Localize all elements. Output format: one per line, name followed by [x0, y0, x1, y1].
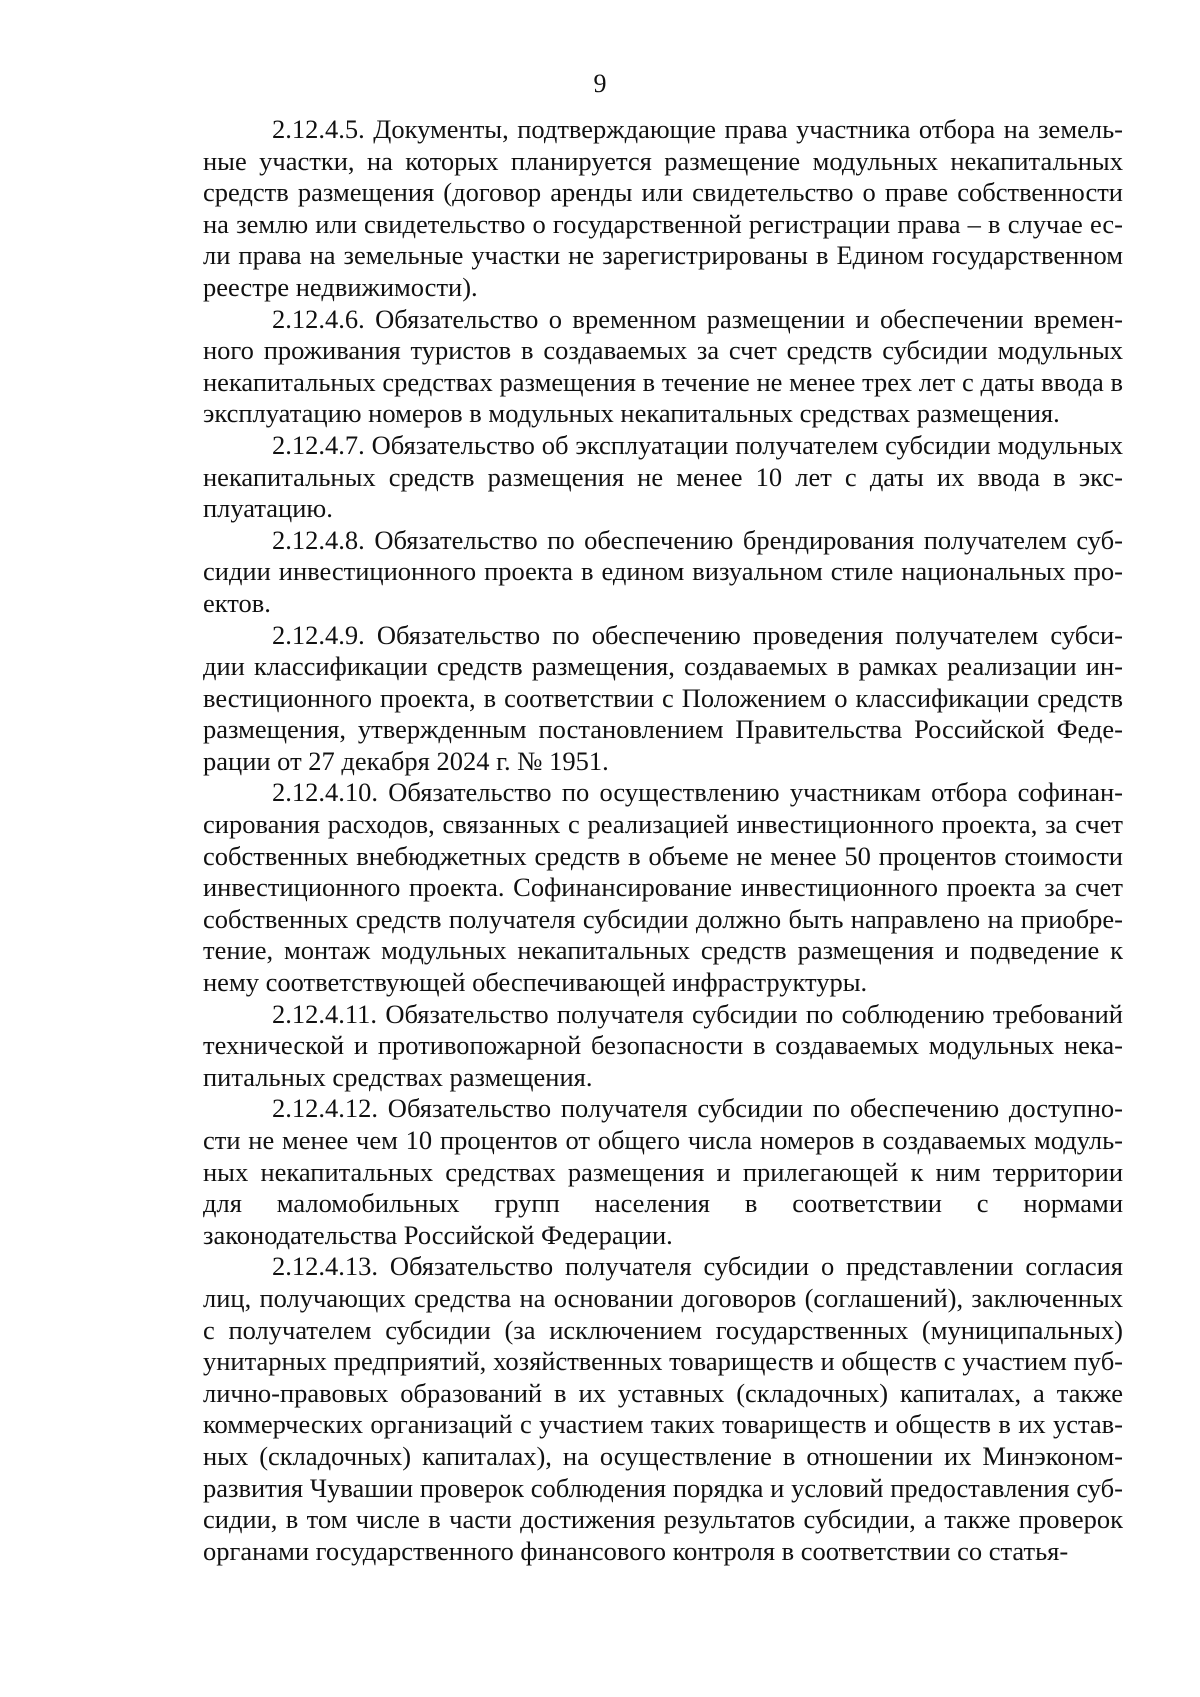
- page-number: 9: [593, 69, 607, 98]
- paragraph-2-12-4-6: 2.12.4.6. Обязательство о временном размещении и обеспечении временного проживания туристов в создаваемых за счет средств субсидии модульных некапитальных средствах размещения в течение не менее трех лет с даты ввода в эксплуатацию номеров в модульных некапитальных средствах размещения.: [203, 303, 1123, 429]
- paragraph-2-12-4-9: 2.12.4.9. Обязательство по обеспечению проведения получателем субсидии классификации средств размещения, создаваемых в рамках реализации инвестиционного проекта, в соответствии с Положением о классификации средств размещения, утвержденным постановлением Правительства Российской Федерации от 27 декабря 2024 г. № 1951.: [203, 619, 1123, 776]
- paragraph-2-12-4-13: 2.12.4.13. Обязательство получателя субсидии о представлении согласия лиц, получающих средства на основании договоров (соглашений), заключенных с получателем субсидии (за исключением государственных (муниципальных) унитарных предприятий, хозяйственных товариществ и обществ с участием публично-правовых образований в их уставных (складочных) капиталах, а также коммерческих организаций с участием таких товариществ и обществ в их уставных (складочных) капиталах), на осуществление в отношении их Минэкономразвития Чувашии проверок соблюдения порядка и условий предоставления субсидии, в том числе в части достижения результатов субсидии, а также проверок органами государственного финансового контроля в соответствии со статья-: [203, 1251, 1123, 1566]
- paragraph-2-12-4-7: 2.12.4.7. Обязательство об эксплуатации получателем субсидии модульных некапитальных средств размещения не менее 10 лет с даты их ввода в эксплуатацию.: [203, 429, 1123, 524]
- paragraph-2-12-4-11: 2.12.4.11. Обязательство получателя субсидии по соблюдению требований технической и противопожарной безопасности в создаваемых модульных некапитальных средствах размещения.: [203, 998, 1123, 1092]
- paragraph-2-12-4-10: 2.12.4.10. Обязательство по осуществлению участникам отбора софинансирования расходов, связанных с реализацией инвестиционного проекта, за счет собственных внебюджетных средств в объеме не менее 50 процентов стоимости инвестиционного проекта. Софинансирование инвестиционного проекта за счет собственных средств получателя субсидии должно быть направлено на приобретение, монтаж модульных некапитальных средств размещения и подведение к нему соответствующей обеспечивающей инфраструктуры.: [203, 777, 1123, 998]
- paragraph-2-12-4-8: 2.12.4.8. Обязательство по обеспечению брендирования получателем субсидии инвестиционного проекта в едином визуальном стиле национальных проектов.: [203, 524, 1123, 618]
- paragraph-2-12-4-12: 2.12.4.12. Обязательство получателя субсидии по обеспечению доступности не менее чем 10 процентов от общего числа номеров в создаваемых модульных некапитальных средствах размещения и прилегающей к ним территории для маломобильных групп населения в соответствии с нормами законодательства Российской Федерации.: [203, 1093, 1123, 1250]
- paragraph-2-12-4-5: 2.12.4.5. Документы, подтверждающие права участника отбора на земельные участки, на которых планируется размещение модульных некапитальных средств размещения (договор аренды или свидетельство о праве собственности на землю или свидетельство о государственной регистрации права – в случае если права на земельные участки не зарегистрированы в Едином государственном реестре недвижимости).: [203, 114, 1123, 302]
- document-body: [203, 114, 1123, 1567]
